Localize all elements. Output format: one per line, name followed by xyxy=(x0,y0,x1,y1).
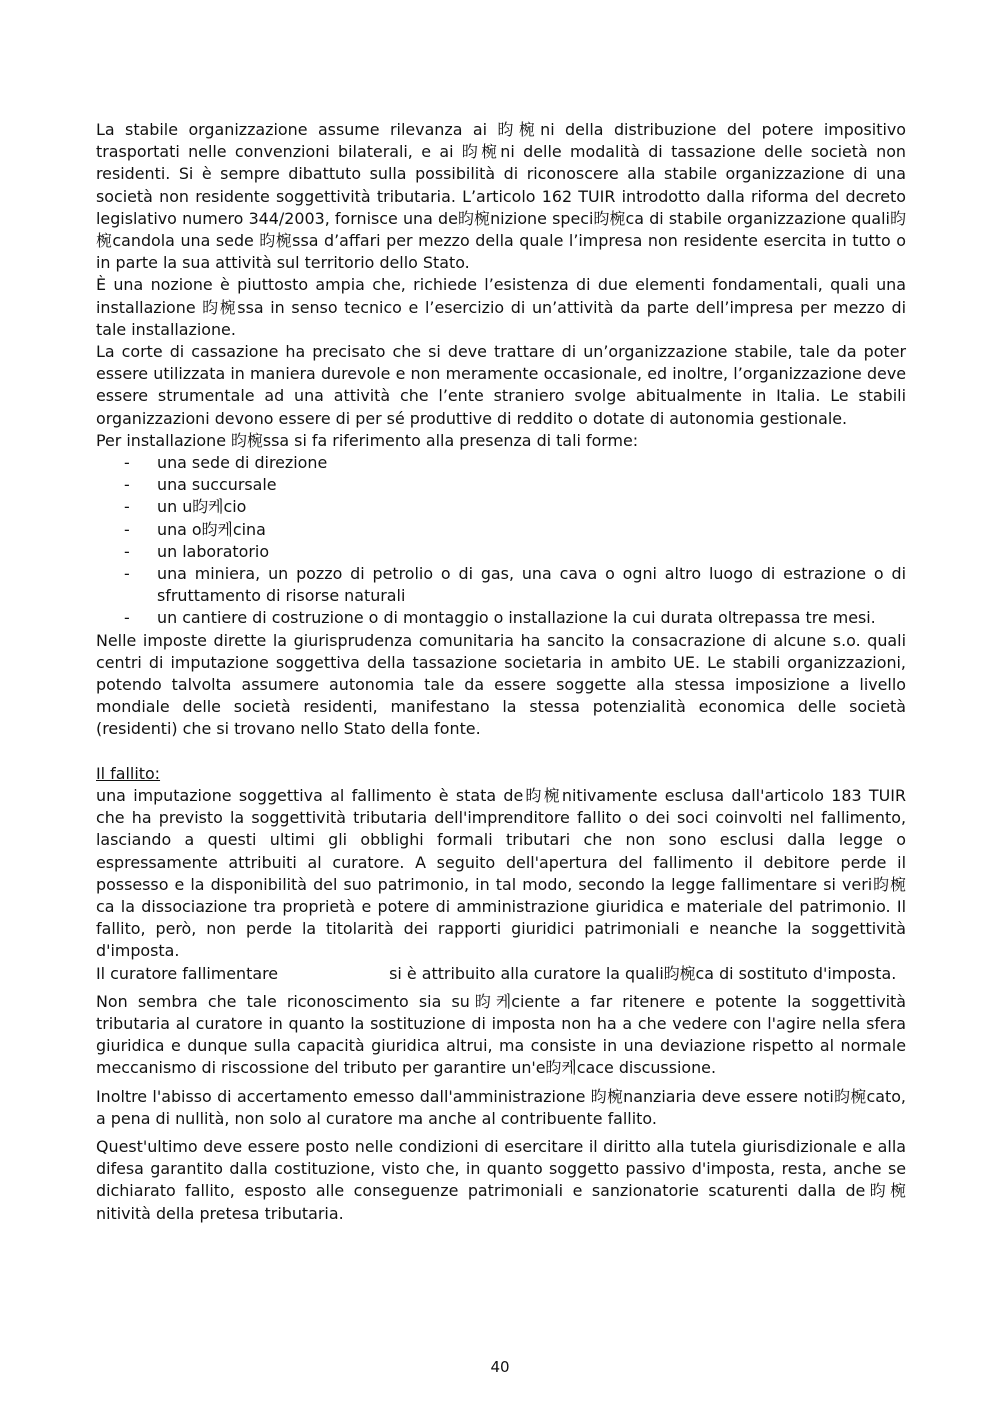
list-item: - un laboratorio xyxy=(96,541,906,563)
list-item: - un cantiere di costruzione o di montaggio o installazione la cui durata oltrepassa tre mesi. xyxy=(96,607,906,629)
paragraph: Quest'ultimo deve essere posto nelle condizioni di esercitare il diritto alla tutela giurisdizionale e alla difesa garantito dalla costituzione, visto che, in quanto soggetto passivo d'imposta, resta, anche se dichiarato fallito, esposto alle conseguenze patrimoniali e sanzionatorie scaturenti dalla de昀椀nitività della pretesa tributaria. xyxy=(96,1136,906,1223)
section-heading: Il fallito: xyxy=(96,763,161,783)
list-dash: - xyxy=(124,608,130,628)
list-dash: - xyxy=(124,453,130,473)
list-dash: - xyxy=(124,475,130,495)
paragraph: Il curatore fallimentare si è attribuito alla curatore la quali昀椀ca di sostituto d'imposta. xyxy=(96,963,897,983)
paragraph: La corte di cassazione ha precisato che si deve trattare di un’organizzazione stabile, tale da poter essere utilizzata in maniera durevole e non meramente occasionale, ed inoltre, l’organizzazione deve essere strumentale ad una attività che l’ente straniero svolge abitualmente in Italia. Le stabili organizzazioni devono essere di per sé produttive di reddito o dotate di autonomia gestionale. xyxy=(96,342,906,428)
paragraph: La stabile organizzazione assume rilevanza ai 昀椀ni della distribuzione del potere impositivo trasportati nelle convenzioni bilaterali, e ai 昀椀ni delle modalità di tassazione delle società non residenti. Si è sempre dibattuto sulla possibilità di riconoscere alla stabile organizzazione di una società non residente soggettività tributaria. L’articolo 162 TUIR introdotto dalla riforma del decreto legislativo numero 344/2003, fornisce una de昀椀nizione speci昀椀ca di stabile organizzazione quali昀椀candola una sede 昀椀ssa d’affari per mezzo della quale l’impresa non residente esercita in tutto o in parte la sua attività sul territorio dello Stato. xyxy=(96,120,906,273)
document-page xyxy=(96,119,906,1225)
list-item: - una o昀케cina xyxy=(96,519,906,541)
paragraph: Non sembra che tale riconoscimento sia su昀케ciente a far ritenere e potente la soggettività tributaria al curatore in quanto la sostituzione di imposta non ha a che vedere con l'agire nella sfera giuridica e dunque sulla capacità giuridica altrui, ma consiste in una deviazione rispetto al normale meccanismo di riscossione del tributo per garantire un'e昀케cace discussione. xyxy=(96,991,906,1078)
paragraph: Per installazione 昀椀ssa si fa riferimento alla presenza di tali forme: xyxy=(96,430,639,450)
list-dash: - xyxy=(124,564,130,584)
list-dash: - xyxy=(124,541,130,561)
page-number: 40 xyxy=(490,1358,510,1376)
list-item: - una succursale xyxy=(96,474,906,496)
list-item: - un u昀케cio xyxy=(96,496,906,518)
list-item: - una sede di direzione xyxy=(96,452,906,474)
paragraph: Inoltre l'abisso di accertamento emesso dall'amministrazione 昀椀nanziaria deve essere noti昀椀cato, a pena di nullità, non solo al curatore ma anche al contribuente fallito. xyxy=(96,1086,906,1128)
paragraph: una imputazione soggettiva al fallimento è stata de昀椀nitivamente esclusa dall'articolo 183 TUIR che ha previsto la soggettività tributaria dell'imprenditore fallito o dei soci coinvolti nel fallimento, lasciando a questi ultimi gli obblighi formali tributari che non sono esclusi dalla legge o espressamente attribuiti al curatore. A seguito dell'apertura del fallimento il debitore perde il possesso e la disponibilità del suo patrimonio, in tal modo, secondo la legge fallimentare si veri昀椀ca la dissociazione tra proprietà e potere di amministrazione giuridica e materiale del patrimonio. Il fallito, però, non perde la titolarità dei rapporti giuridici patrimoniali e neanche la soggettività d'imposta. xyxy=(96,785,906,961)
installations-list xyxy=(96,452,906,630)
paragraph: È una nozione è piuttosto ampia che, richiede l’esistenza di due elementi fondamentali, quali una installazione 昀椀ssa in senso tecnico e l’esercizio di un’attività da parte dell’impresa per mezzo di tale installazione. xyxy=(96,275,906,339)
paragraph: Nelle imposte dirette la giurisprudenza comunitaria ha sancito la consacrazione di alcune s.o. quali centri di imputazione soggettiva della tassazione societaria in ambito UE. Le stabili organizzazioni, potendo talvolta assumere autonomia tale da essere soggette alla stessa imposizione a livello mondiale delle società residenti, manifestano la stessa potenzialità economica delle società (residenti) che si trovano nello Stato della fonte. xyxy=(96,630,906,739)
list-dash: - xyxy=(124,519,130,539)
list-item: - una miniera, un pozzo di petrolio o di gas, una cava o ogni altro luogo di estrazione o di sfruttamento di risorse naturali xyxy=(124,564,906,606)
list-dash: - xyxy=(124,497,130,517)
